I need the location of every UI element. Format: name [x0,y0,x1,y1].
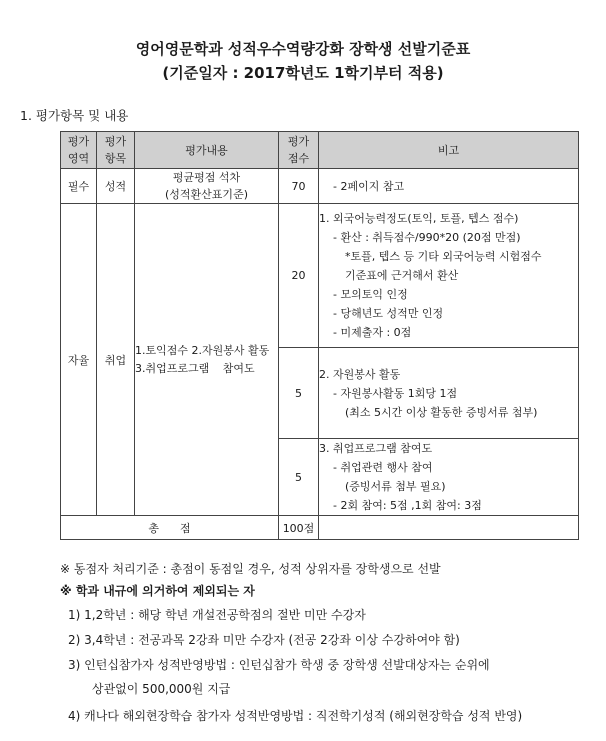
exclusion-item-4: 4) 캐나다 해외현장학습 참가자 성적반영방법 : 직전학기성적 (해외현장학습 성적 반영) [68,709,523,723]
header-score: 평가 점수 [279,132,319,169]
required-score: 70 [279,169,319,204]
table-row-total [61,516,579,540]
exclusion-item-2: 2) 3,4학년 : 전공과목 2강좌 미만 수강자 (전공 2강좌 이상 수강하여야 함) [68,633,460,647]
total-note-empty [319,516,579,540]
optional-content: 1.토익점수 2.자원봉사 활동 3.취업프로그램 참여도 [135,204,279,516]
criteria-table [60,131,579,540]
sub1-score: 20 [279,204,319,348]
total-score: 100점 [279,516,319,540]
sub3-score: 5 [279,439,319,516]
section-title: 1. 평가항목 및 내용 [20,108,129,123]
exclusion-heading: ※ 학과 내규에 의거하여 제외되는 자 [60,584,255,598]
sub2-note: 2. 자원봉사 활동 - 자원봉사활동 1회당 1점 (최소 5시간 이상 활동한 증빙서류 첨부) [319,348,579,439]
header-item: 평가 항목 [97,132,135,169]
header-area: 평가 영역 [61,132,97,169]
optional-area: 자율 [61,204,97,516]
total-label: 총 점 [61,516,279,540]
required-content: 평균평점 석차 (성적환산표기준) [135,169,279,204]
exclusion-item-3: 3) 인턴십참가자 성적반영방법 : 인턴십참가 학생 중 장학생 선발대상자는 순위에 [68,658,490,672]
sub2-score: 5 [279,348,319,439]
required-note: - 2페이지 참고 [319,169,579,204]
document-subtitle: (기준일자 : 2017학년도 1학기부터 적용) [162,64,444,82]
tie-rule-note: ※ 동점자 처리기준 : 총점이 동점일 경우, 성적 상위자를 장학생으로 선발 [60,562,441,576]
header-content: 평가내용 [135,132,279,169]
table-row-required [61,169,579,204]
exclusion-item-1: 1) 1,2학년 : 해당 학년 개설전공학점의 절반 미만 수강자 [68,608,366,622]
exclusion-item-3-cont: 상관없이 500,000원 지급 [92,682,231,696]
sub3-note: 3. 취업프로그램 참여도 - 취업관련 행사 참여 (증빙서류 첨부 필요) - 2회 참여: 5점 ,1회 참여: 3점 [319,439,579,516]
optional-item: 취업 [97,204,135,516]
document-title: 영어영문학과 성적우수역량강화 장학생 선발기준표 [135,40,471,58]
header-note: 비고 [319,132,579,169]
table-header-row [61,132,579,169]
table-row-optional-1 [61,204,579,348]
required-area: 필수 [61,169,97,204]
sub1-note: 1. 외국어능력정도(토익, 토플, 텝스 점수) - 환산 : 취득점수/990*20 (20점 만점) *토플, 텝스 등 기타 외국어능력 시험점수 기준표에 근거해서 환산 - 모의토익 인정 - 당해년도 성적만 인정 - 미제출자 : 0점 [319,204,579,348]
required-item: 성적 [97,169,135,204]
